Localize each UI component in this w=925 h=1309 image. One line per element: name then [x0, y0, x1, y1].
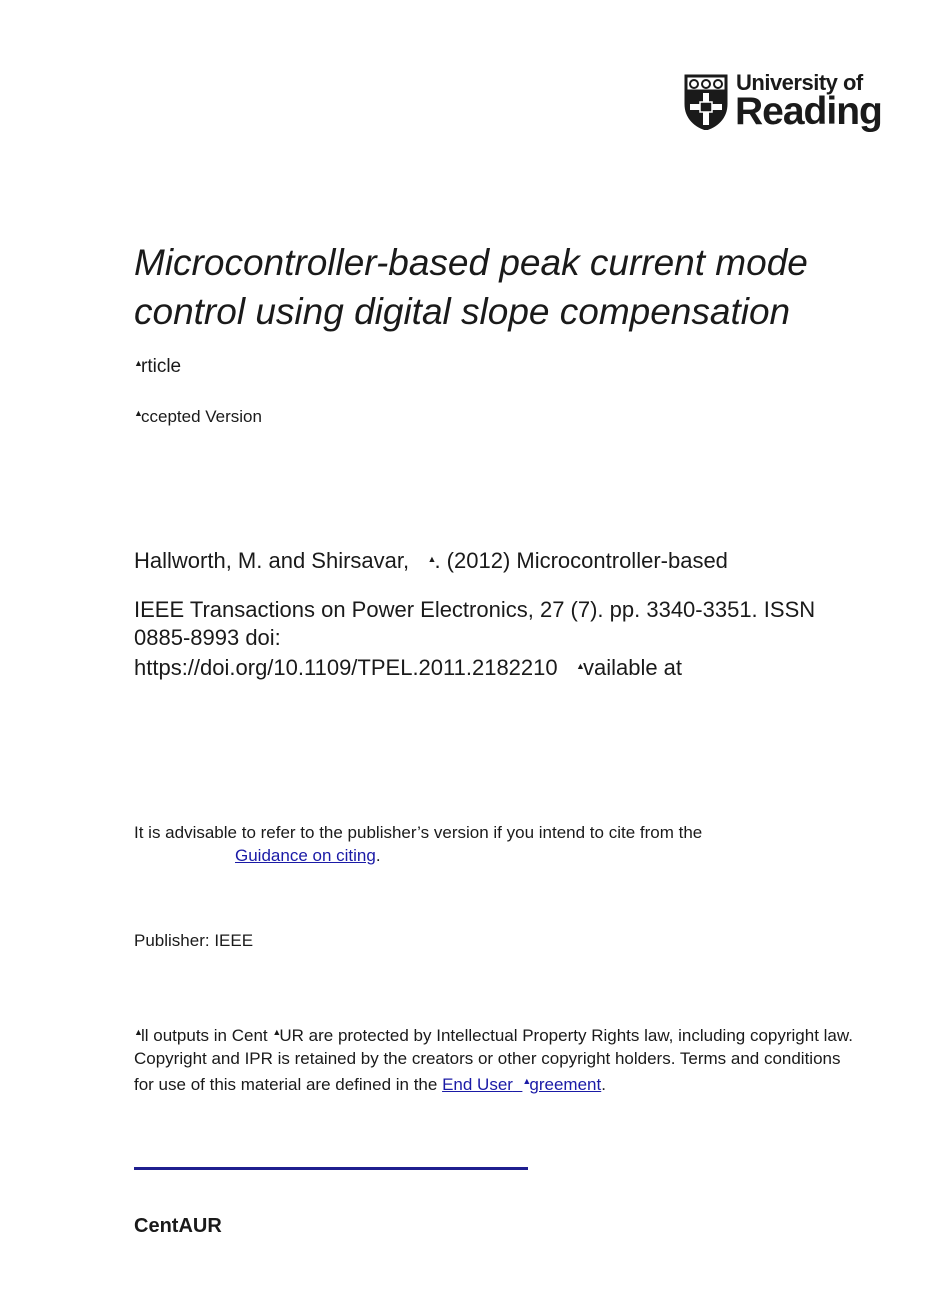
- university-crest-icon: [684, 74, 728, 130]
- citation-line2: [134, 596, 874, 682]
- ipr-end: .: [601, 1075, 606, 1094]
- citation-available: vailable at: [582, 655, 683, 680]
- ipr-text-2: UR are protected by Intellectual Property Rights law, including copyright law. Copyright and IPR is retained by the creators or other copyright holders. Terms and conditions for use of this material are defined in the: [134, 1026, 853, 1094]
- repository-name: CentAUR: [134, 1215, 222, 1237]
- missing-glyph-icon: ▲: [134, 358, 143, 368]
- citation-journal: IEEE Transactions on Power Electronics, 27 (7). pp. 3340-3351. ISSN 0885-8993 doi:: [134, 597, 816, 650]
- item-version: [134, 407, 262, 427]
- advice-end: .: [375, 846, 381, 865]
- end-user-agreement-link[interactable]: [442, 1075, 601, 1094]
- missing-glyph-icon: ▲: [134, 1027, 143, 1037]
- missing-glyph-icon: ▲: [427, 554, 437, 564]
- item-version-text: ccepted Version: [141, 407, 262, 426]
- university-logo: [684, 70, 882, 136]
- citation-authors: Hallworth, M. and Shirsavar,: [134, 548, 410, 573]
- citation-line1: [134, 545, 874, 575]
- logo-text-line2: Reading: [735, 90, 882, 133]
- ipr-notice: [134, 1021, 854, 1096]
- item-type-text: rticle: [141, 356, 182, 377]
- logo-text-line1: University of: [736, 70, 863, 95]
- citation-block: [134, 545, 874, 682]
- item-type: [134, 356, 181, 378]
- publisher: Publisher: IEEE: [134, 931, 254, 950]
- divider-rule: [134, 1167, 528, 1170]
- ipr-text-1: ll outputs in Cent: [141, 1026, 268, 1045]
- missing-glyph-icon: ▲: [134, 408, 143, 418]
- citation-advice: [134, 821, 854, 867]
- guidance-on-citing-link[interactable]: Guidance on citing: [235, 846, 376, 865]
- missing-glyph-icon: ▲: [272, 1027, 282, 1037]
- advice-text: It is advisable to refer to the publisher’s version if you intend to cite from the: [134, 823, 703, 842]
- citation-doi: https://doi.org/10.1109/TPEL.2011.2182210: [134, 655, 558, 680]
- link-text-a: End User: [442, 1075, 513, 1094]
- document-title: Microcontroller-based peak current mode control using digital slope compensation: [134, 242, 808, 332]
- link-text-b: greement: [529, 1075, 602, 1094]
- missing-glyph-icon: ▲: [575, 661, 585, 671]
- missing-glyph-icon: ▲: [522, 1076, 532, 1086]
- citation-year-title: . (2012) Microcontroller-based: [434, 548, 728, 573]
